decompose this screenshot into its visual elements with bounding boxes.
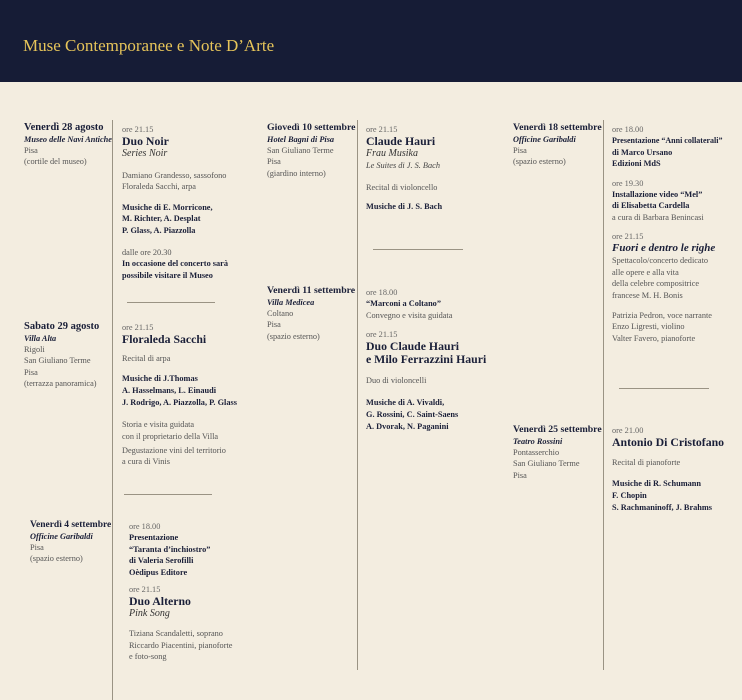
program-time: ore 21.15 (129, 585, 161, 595)
program-description: Recital di arpa (122, 354, 171, 363)
event-place: Pisa (24, 146, 38, 155)
program-time: ore 18.00 (366, 288, 398, 297)
event-note: (spazio esterno) (513, 157, 566, 167)
program-time: ore 21.15 (122, 323, 154, 332)
event-venue: Hotel Bagni di Pisa (267, 135, 335, 144)
performer: Patrizia Pedron, voce narrante (612, 311, 712, 320)
program-time: ore 21.15 (612, 232, 644, 242)
program-title: Duo Claude Hauri (366, 339, 460, 353)
event-day: Venerdì 25 settembre (513, 424, 602, 435)
header-banner (0, 0, 742, 82)
program-title: Duo Alterno (129, 594, 191, 609)
event-info-11-settembre (267, 285, 355, 342)
program-note: “Taranta d’inchiostro” (129, 544, 211, 554)
program-note: Installazione video “Mel” (612, 189, 703, 199)
music-list: P. Glass, A. Piazzolla (122, 226, 196, 235)
event-place: Pisa (267, 157, 281, 167)
program-note: a cura di Vinis (122, 457, 170, 467)
event-day: Venerdì 18 settembre (513, 122, 602, 133)
music-list: A. Hasselmans, L. Einaudi (122, 386, 217, 395)
event-place: Pisa (30, 543, 44, 552)
music-list: G. Rossini, C. Saint-Saens (366, 410, 459, 419)
program-time: ore 19.30 (612, 178, 644, 188)
event-info-29-agosto (24, 321, 99, 390)
event-note: (cortile del museo) (24, 157, 87, 167)
section-divider (124, 494, 212, 495)
program-note: con il proprietario della Villa (122, 431, 219, 441)
program-note: Presentazione (129, 533, 179, 542)
music-list: F. Chopin (612, 491, 647, 500)
music-list: Musiche di E. Morricone, (122, 202, 213, 212)
performer: Damiano Grandesso, sassofono (122, 171, 227, 180)
program-title: Duo Noir (122, 134, 169, 148)
section-divider (373, 249, 463, 250)
program-4-settembre (129, 521, 232, 663)
program-note: “Marconi a Coltano” (366, 299, 441, 308)
event-day: Giovedì 10 settembre (267, 122, 356, 133)
music-list: Musiche di J.Thomas (122, 374, 198, 384)
program-note: In occasione del concerto sarà (122, 259, 228, 268)
program-time: dalle ore 20.30 (122, 247, 172, 257)
event-day: Venerdì 11 settembre (267, 285, 356, 296)
program-subtitle: Frau Musika (366, 148, 418, 159)
event-note: (terrazza panoramica) (24, 379, 97, 389)
program-title: Floraleda Sacchi (122, 332, 207, 346)
event-info-18-settembre (513, 122, 602, 168)
program-note: Edizioni MdS (612, 159, 661, 169)
event-note: (spazio esterno) (30, 554, 83, 564)
column-divider (357, 120, 358, 670)
column-divider (603, 120, 604, 670)
program-description: Duo di violoncelli (366, 376, 427, 385)
music-list: J. Rodrigo, A. Piazzolla, P. Glass (122, 397, 237, 407)
event-day: Sabato 29 agosto (24, 321, 100, 332)
program-note: Convegno e visita guidata (366, 310, 453, 320)
program-time: ore 21.15 (366, 330, 398, 339)
event-venue: Officine Garibaldi (30, 532, 93, 541)
column-divider (112, 120, 113, 700)
performer: Valter Favero, pianoforte (612, 333, 696, 343)
program-subtitle: Pink Song (129, 608, 170, 620)
program-note: Storia e visita guidata (122, 420, 195, 430)
performer: Floraleda Sacchi, arpa (122, 182, 196, 192)
music-list: A. Dvorak, N. Paganini (366, 421, 449, 431)
event-info-25-settembre (513, 424, 602, 481)
music-list: M. Richter, A. Desplat (122, 214, 201, 224)
event-place: San Giuliano Terme (267, 146, 334, 155)
program-note: di Valeria Serofilli (129, 556, 194, 566)
event-day: Venerdì 28 agosto (24, 122, 104, 133)
event-place: Pisa (267, 320, 281, 330)
event-venue: Museo delle Navi Antiche (24, 135, 112, 144)
program-duo-noir (122, 124, 228, 281)
program-title: Fuori e dentro le righe (612, 242, 716, 255)
performer: Tiziana Scandaletti, soprano (129, 629, 223, 639)
event-note: (giardino interno) (267, 168, 326, 178)
program-floraleda-sacchi (122, 322, 237, 468)
performer: Enzo Ligresti, violino (612, 322, 685, 332)
event-venue: Villa Medicea (267, 298, 315, 307)
event-info-28-agosto (24, 122, 112, 168)
program-time: ore 21.00 (612, 426, 644, 435)
program-18-settembre (612, 124, 723, 344)
program-title: e Milo Ferrazzini Hauri (366, 352, 487, 366)
section-divider (619, 388, 709, 389)
music-list: Musiche di A. Vivaldi, (366, 398, 445, 408)
performer: e foto-song (129, 652, 167, 662)
program-title: Antonio Di Cristofano (612, 435, 725, 449)
program-note: di Marco Ursano (612, 147, 673, 157)
program-antonio-di-cristofano (612, 425, 724, 513)
music-list: Musiche di J. S. Bach (366, 202, 443, 212)
event-place: Pisa (24, 367, 38, 377)
program-description: della celebre compositrice (612, 279, 700, 289)
event-venue: Villa Alta (24, 334, 57, 343)
program-note: Oèdipus Editore (129, 567, 188, 577)
program-time: ore 21.15 (366, 125, 398, 134)
performer: Riccardo Piacentini, pianoforte (129, 640, 233, 650)
section-divider (127, 302, 215, 303)
program-time: ore 18.00 (612, 125, 644, 134)
event-venue: Officine Garibaldi (513, 135, 576, 144)
program-11-settembre (366, 287, 486, 432)
event-note: (spazio esterno) (267, 331, 320, 341)
program-note: Degustazione vini del territorio (122, 446, 226, 455)
music-list: Musiche di R. Schumann (612, 479, 701, 489)
event-info-10-settembre (267, 122, 356, 179)
event-place: San Giuliano Terme (513, 459, 580, 469)
program-time: ore 21.15 (122, 125, 154, 134)
program-note: di Elisabetta Cardella (612, 201, 690, 211)
event-place: Rigoli (24, 345, 45, 354)
program-subtitle: Le Suites di J. S. Bach (366, 161, 440, 170)
event-place: Coltano (267, 309, 294, 318)
event-venue: Teatro Rossini (513, 437, 563, 446)
event-day: Venerdì 4 settembre (30, 520, 112, 530)
program-subtitle: Series Noir (122, 148, 168, 159)
page-title: Muse Contemporanee e Note D’Arte (23, 36, 275, 55)
event-place: Pisa (513, 146, 527, 155)
program-description: Recital di violoncello (366, 183, 438, 192)
event-place: Pontasserchio (513, 448, 560, 457)
program-note: possibile visitare il Museo (122, 270, 213, 280)
event-info-4-settembre (30, 519, 111, 565)
program-description: Recital di pianoforte (612, 458, 681, 467)
program-title: Claude Hauri (366, 134, 436, 148)
music-list: S. Rachmaninoff, J. Brahms (612, 502, 713, 512)
event-place: Pisa (513, 470, 527, 480)
program-note: Presentazione “Anni collaterali” (612, 136, 723, 145)
event-place: San Giuliano Terme (24, 356, 91, 366)
program-time: ore 18.00 (129, 522, 161, 531)
program-note: a cura di Barbara Benincasi (612, 212, 704, 222)
program-description: alle opere e alla vita (612, 267, 679, 277)
program-description: Spettacolo/concerto dedicato (612, 256, 709, 266)
program-description: francese M. H. Bonis (612, 290, 683, 300)
program-claude-hauri (366, 124, 442, 213)
